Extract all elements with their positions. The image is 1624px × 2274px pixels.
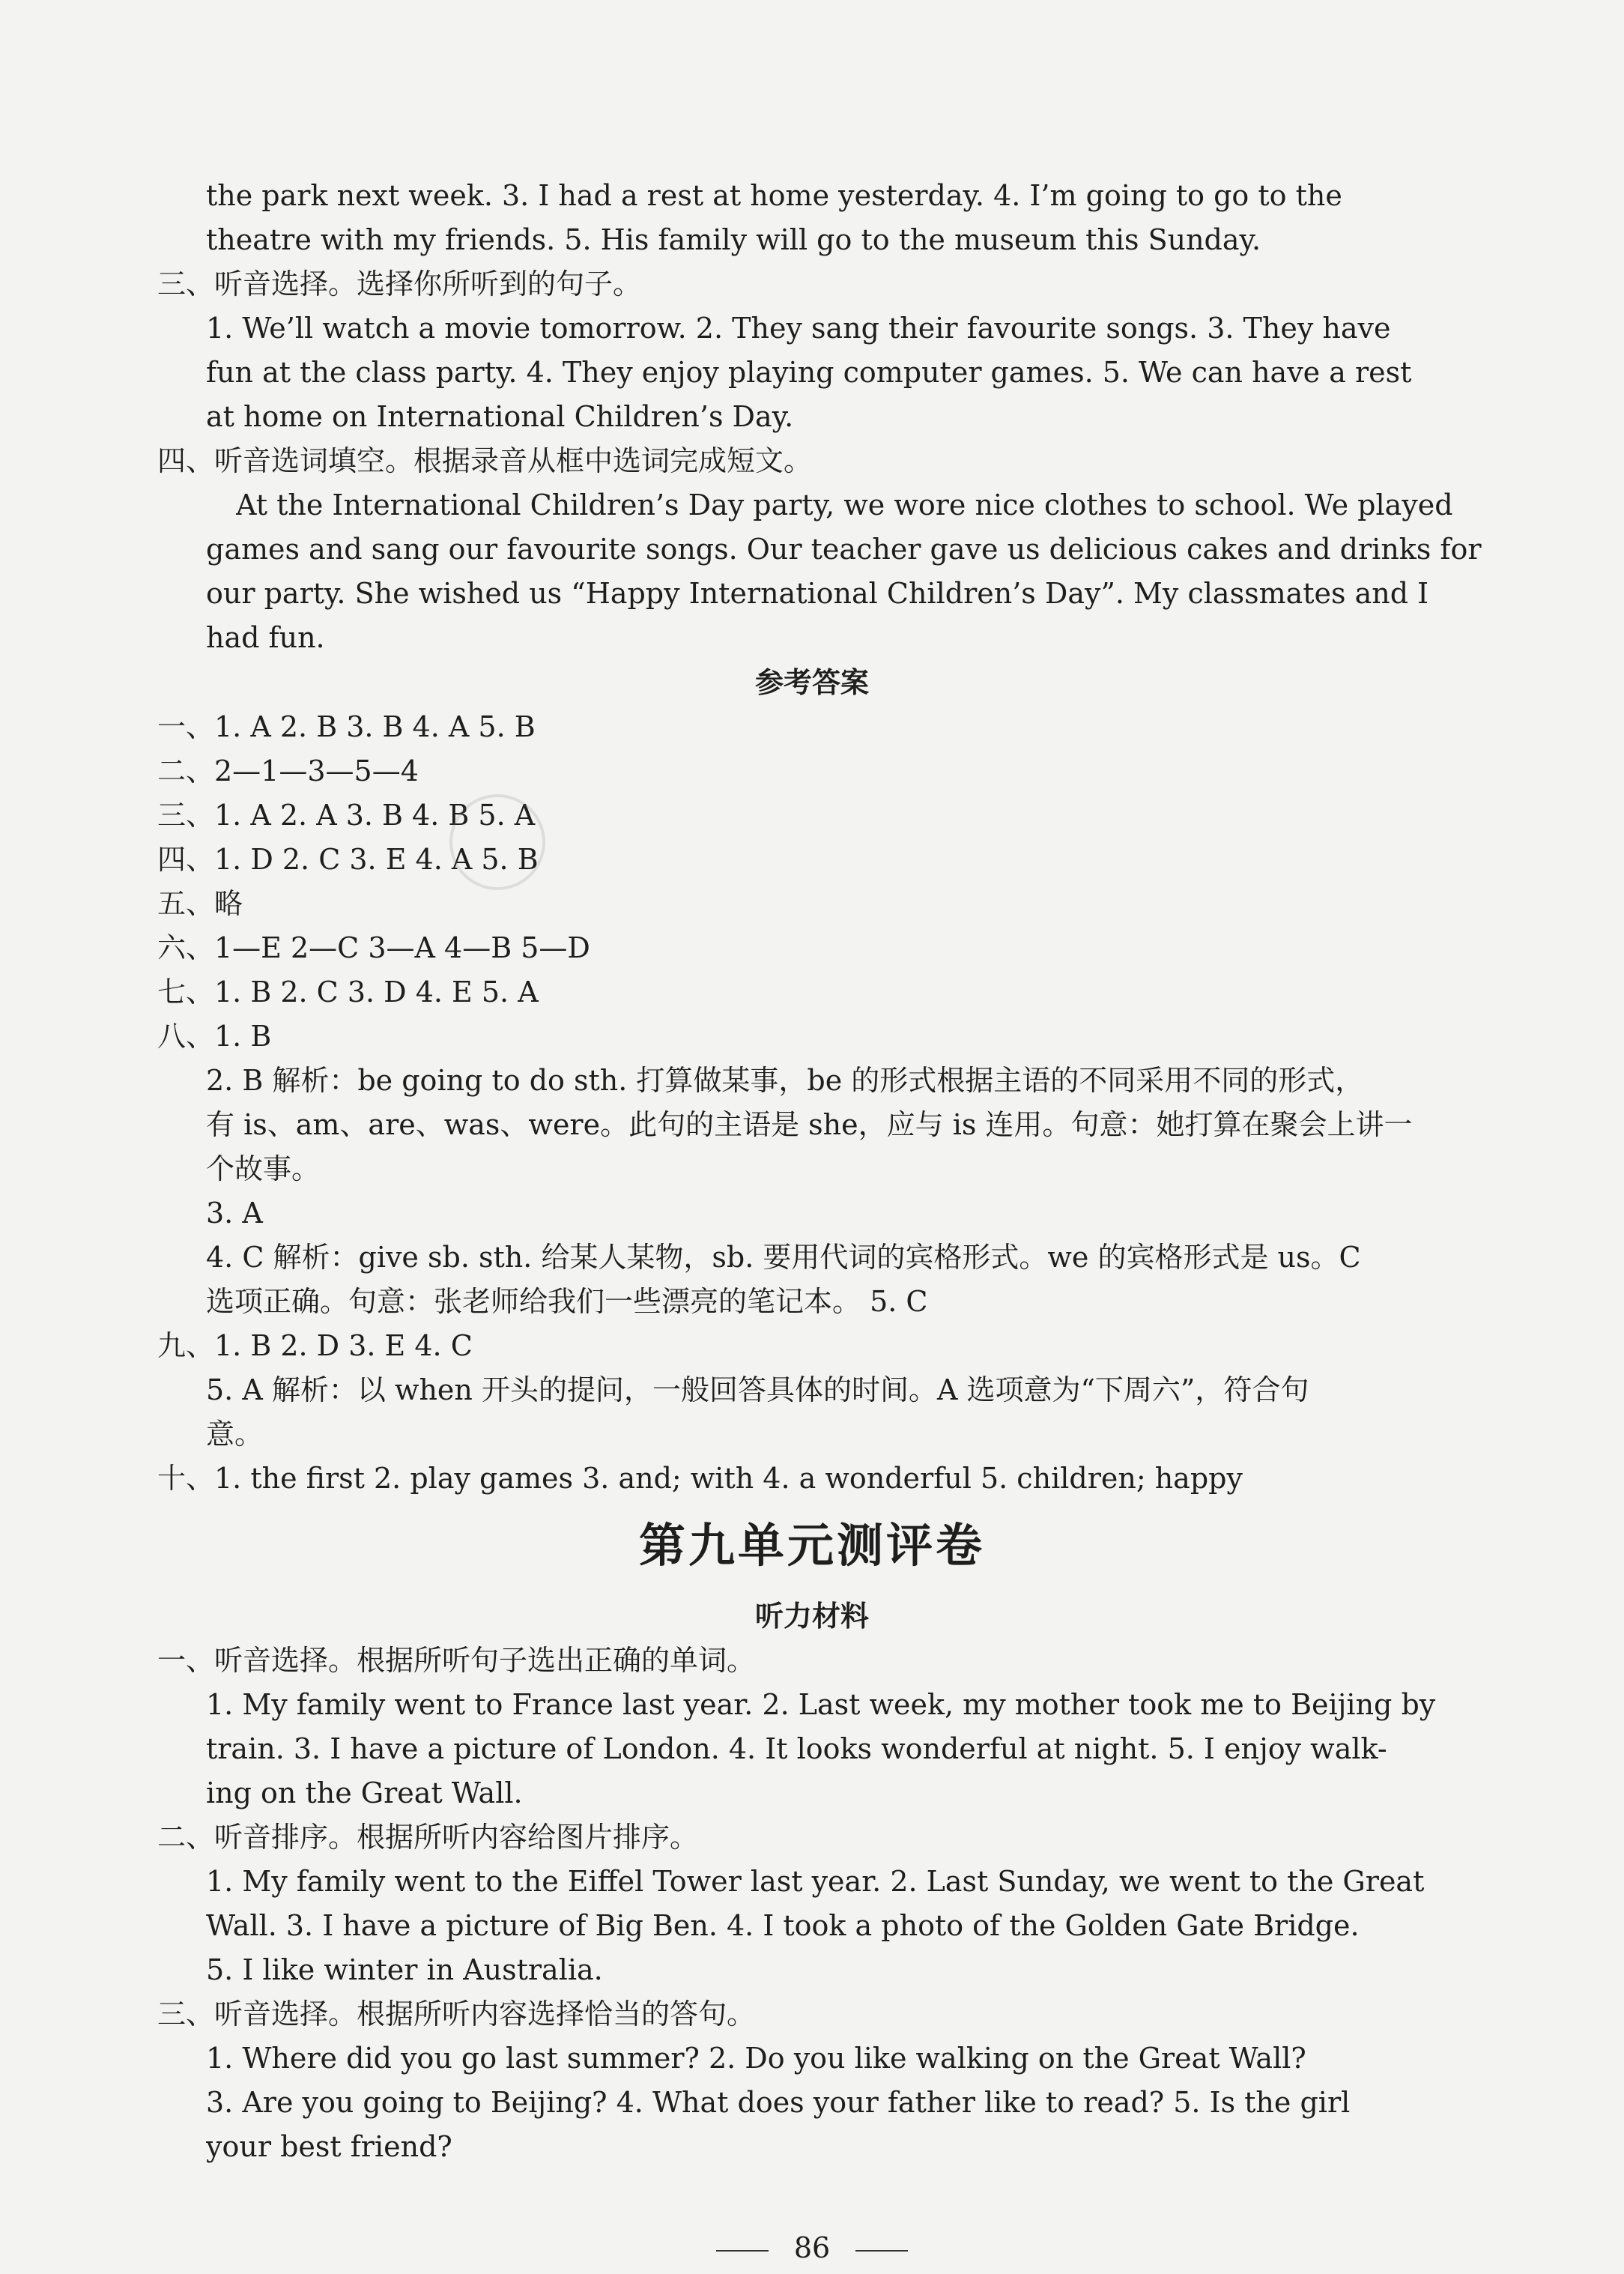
answer-line: 二、2—1—3—5—4 (157, 755, 419, 787)
text-line: 5. I like winter in Australia. (206, 1953, 603, 1986)
text-line: the park next week. 3. I had a rest at home yesterday. 4. I’m going to go to the (206, 179, 1342, 212)
text-line: At the International Children’s Day party, we wore nice clothes to school. We played (236, 489, 1453, 521)
text-line: ing on the Great Wall. (206, 1776, 523, 1809)
text-line: our party. She wished us “Happy International Children’s Day”. My classmates and I (206, 577, 1429, 610)
page-number-text: 86 (793, 2231, 831, 2264)
answer-line: 十、1. the first 2. play games 3. and; with 4. a wonderful 5. children; happy (157, 1462, 1243, 1495)
section-heading: 四、听音选词填空。根据录音从框中选词完成短文。 (157, 444, 813, 477)
text-line: train. 3. I have a picture of London. 4. It looks wonderful at night. 5. I enjoy walk- (206, 1732, 1387, 1765)
explanation-line: 5. A 解析：以 when 开头的提问，一般回答具体的时间。A 选项意为“下周六”，符合句 (206, 1373, 1309, 1406)
answer-line: 六、1—E 2—C 3—A 4—B 5—D (157, 931, 590, 964)
dash-left (716, 2250, 769, 2252)
explanation-line: 2. B 解析：be going to do sth. 打算做某事，be 的形式根据主语的不同采用不同的形式， (206, 1064, 1364, 1097)
explanation-line: 意。 (206, 1418, 264, 1451)
answer-line: 四、1. D 2. C 3. E 4. A 5. B (157, 843, 539, 876)
text-line: 1. Where did you go last summer? 2. Do you like walking on the Great Wall? (206, 2042, 1306, 2075)
explanation-line: 个故事。 (206, 1152, 321, 1185)
text-line: 1. We’ll watch a movie tomorrow. 2. They sang their favourite songs. 3. They have (206, 312, 1391, 345)
section-heading: 三、听音选择。根据所听内容选择恰当的答句。 (157, 1998, 756, 2030)
text-line: games and sang our favourite songs. Our teacher gave us delicious cakes and drinks for (206, 533, 1482, 566)
text-line: Wall. 3. I have a picture of Big Ben. 4. I took a photo of the Golden Gate Bridge. (206, 1909, 1360, 1942)
section-heading: 三、听音选择。选择你所听到的句子。 (157, 267, 642, 300)
text-line: your best friend? (206, 2130, 452, 2163)
answer-line: 七、1. B 2. C 3. D 4. E 5. A (157, 976, 539, 1009)
text-line: 1. My family went to the Eiffel Tower last year. 2. Last Sunday, we went to the Great (206, 1865, 1425, 1898)
answers-title: 参考答案 (754, 666, 869, 699)
listening-title: 听力材料 (754, 1600, 869, 1633)
explanation-line: 4. C 解析：give sb. sth. 给某人某物，sb. 要用代词的宾格形式。we 的宾格形式是 us。C (206, 1241, 1361, 1274)
text-line: theatre with my friends. 5. His family will go to the museum this Sunday. (206, 223, 1261, 256)
explanation-line: 选项正确。句意：张老师给我们一些漂亮的笔记本。 5. C (206, 1285, 928, 1318)
section-heading: 一、听音选择。根据所听句子选出正确的单词。 (157, 1644, 756, 1677)
watermark-stamp-icon (449, 794, 545, 890)
answer-line: 三、1. A 2. A 3. B 4. B 5. A (157, 799, 536, 832)
text-line: 1. My family went to France last year. 2. Last week, my mother took me to Beijing by (206, 1688, 1436, 1721)
explanation-line: 3. A (206, 1197, 263, 1230)
section-heading: 二、听音排序。根据所听内容给图片排序。 (157, 1821, 699, 1854)
text-line: had fun. (206, 621, 325, 654)
text-line: fun at the class party. 4. They enjoy playing computer games. 5. We can have a rest (206, 356, 1412, 389)
answer-line: 九、1. B 2. D 3. E 4. C (157, 1329, 473, 1362)
answer-line: 一、1. A 2. B 3. B 4. A 5. B (157, 710, 536, 743)
answer-line: 五、略 (157, 887, 243, 920)
unit-title: 第九单元测评卷 (638, 1518, 985, 1573)
dash-right (855, 2250, 908, 2252)
text-line: at home on International Children’s Day. (206, 400, 794, 433)
page-number (0, 2229, 1624, 2267)
answer-line: 八、1. B (157, 1020, 272, 1053)
text-line: 3. Are you going to Beijing? 4. What does your father like to read? 5. Is the girl (206, 2086, 1351, 2119)
explanation-line: 有 is、am、are、was、were。此句的主语是 she，应与 is 连用。句意：她打算在聚会上讲一 (206, 1108, 1413, 1141)
